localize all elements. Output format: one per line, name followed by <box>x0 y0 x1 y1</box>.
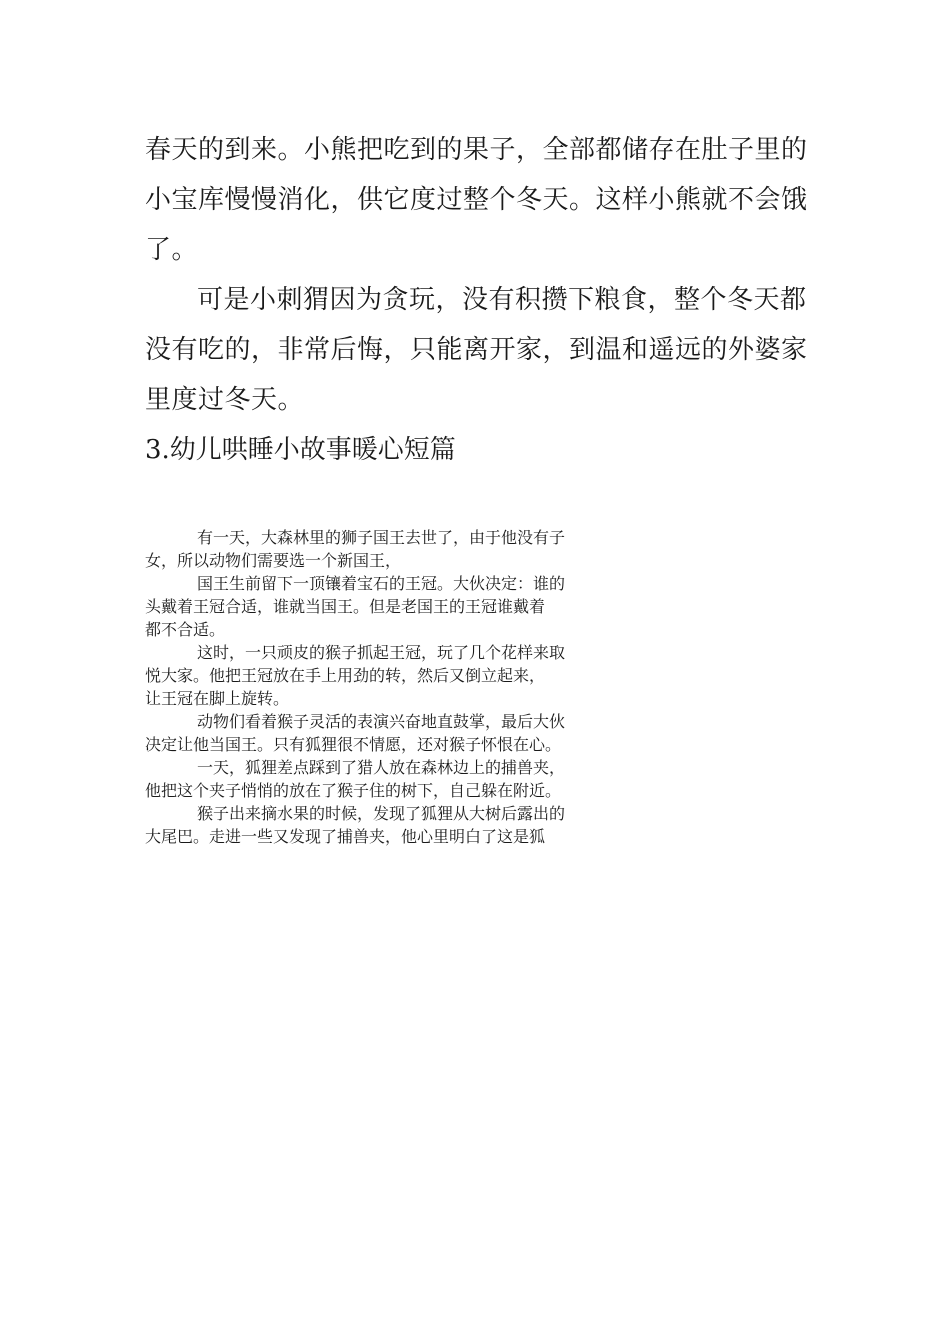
text-line: 女，所以动物们需要选一个新国王， <box>145 551 402 570</box>
text-line: 悦大家。他把王冠放在手上用劲的转，然后又倒立起来， <box>145 666 546 685</box>
intro-paragraph-1 <box>145 125 807 275</box>
story-paragraph <box>145 640 807 709</box>
intro-paragraph-2 <box>145 275 807 425</box>
text-line: 他把这个夹子悄悄的放在了猴子住的树下，自己躲在附近。 <box>145 781 562 800</box>
story-paragraph <box>145 525 807 571</box>
text-line: 大尾巴。走进一些又发现了捕兽夹，他心里明白了这是狐 <box>145 827 546 846</box>
text-line: 一天，狐狸差点踩到了猎人放在森林边上的捕兽夹， <box>197 758 566 777</box>
story-paragraph <box>145 801 807 847</box>
text-line: 决定让他当国王。只有狐狸很不情愿，还对猴子怀恨在心。 <box>145 735 562 754</box>
text-line: 没有吃的，非常后悔，只能离开家，到温和遥远的外婆家 <box>145 335 808 365</box>
story-paragraph <box>145 709 807 755</box>
text-line: 让王冠在脚上旋转。 <box>145 689 290 708</box>
text-line: 了。 <box>145 235 199 265</box>
text-line: 国王生前留下一顶镶着宝石的王冠。大伙决定：谁的 <box>197 574 566 593</box>
story-paragraph <box>145 571 807 640</box>
text-line: 动物们看着猴子灵活的表演兴奋地直鼓掌，最后大伙 <box>197 712 566 731</box>
story-paragraph <box>145 755 807 801</box>
text-line: 小宝库慢慢消化，供它度过整个冬天。这样小熊就不会饿 <box>145 185 808 215</box>
section-heading: 3.幼儿哄睡小故事暖心短篇 <box>145 435 456 465</box>
text-line: 都不合适。 <box>145 620 226 639</box>
story-body <box>145 525 807 847</box>
text-line: 这时，一只顽皮的猴子抓起王冠，玩了几个花样来取 <box>197 643 566 662</box>
text-line: 春天的到来。小熊把吃到的果子，全部都储存在肚子里的 <box>145 135 808 165</box>
text-line: 猴子出来摘水果的时候，发现了狐狸从大树后露出的 <box>197 804 566 823</box>
text-line: 里度过冬天。 <box>145 385 305 415</box>
text-line: 有一天，大森林里的狮子国王去世了，由于他没有子 <box>197 528 566 547</box>
text-line: 头戴着王冠合适，谁就当国王。但是老国王的王冠谁戴着 <box>145 597 546 616</box>
text-line: 可是小刺猬因为贪玩，没有积攒下粮食，整个冬天都 <box>197 285 807 315</box>
